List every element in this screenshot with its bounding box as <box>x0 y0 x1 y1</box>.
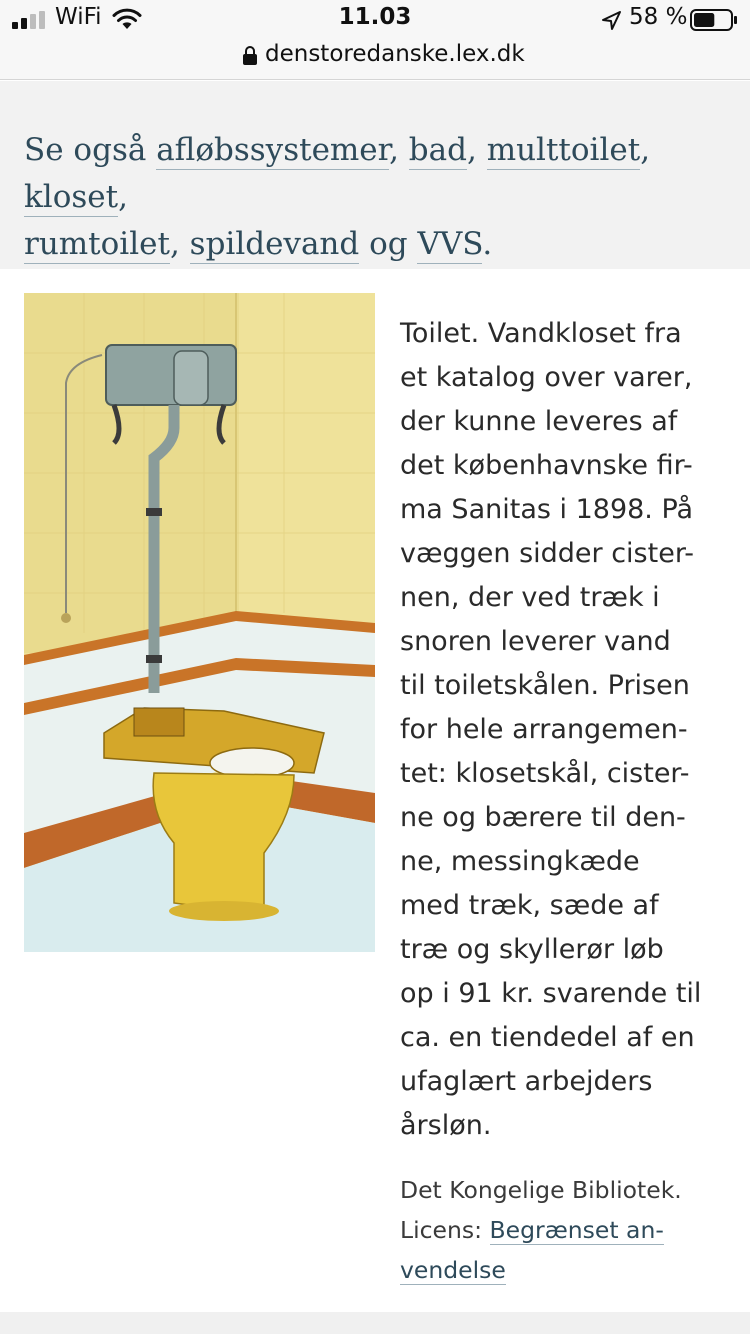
credit-source: Det Kongelige Bibliotek. <box>400 1176 682 1204</box>
url-text[interactable]: denstoredanske.lex.dk <box>265 41 525 67</box>
separator: , <box>466 132 487 168</box>
toilet-illustration[interactable] <box>24 293 375 952</box>
status-time: 11.03 <box>338 4 412 30</box>
caption-line: ne, messingkæde <box>400 846 640 877</box>
address-bar[interactable] <box>0 42 750 80</box>
caption-line: der kunne leveres af <box>400 406 678 437</box>
link-multtoilet[interactable]: multtoilet <box>486 132 641 168</box>
caption-line: ma Sanitas i 1898. På <box>400 494 694 525</box>
link-vvs[interactable]: VVS <box>417 226 483 262</box>
license-label: Licens: <box>400 1216 490 1244</box>
carrier-label: WiFi <box>55 4 102 30</box>
separator: , <box>118 179 128 215</box>
separator: og <box>359 226 418 262</box>
caption-line: væggen sidder cister- <box>400 538 694 569</box>
license-link[interactable]: Begrænset an- <box>489 1216 664 1244</box>
location-arrow-icon <box>600 10 622 32</box>
separator: , <box>389 132 409 168</box>
caption-line: træ og skyllerør løb <box>400 934 664 965</box>
caption-line: for hele arrangemen- <box>400 714 688 745</box>
link-rumtoilet[interactable]: rumtoilet <box>24 226 170 262</box>
link-kloset[interactable]: kloset <box>24 179 119 215</box>
license-link-continued[interactable]: vendelse <box>400 1256 506 1284</box>
caption-line: Toilet. Vandkloset fra <box>400 318 682 349</box>
caption-line: ufaglært arbejders <box>400 1066 653 1097</box>
battery-percent: 58 % <box>629 4 688 30</box>
link-afloebssystemer[interactable]: afløbssystemer <box>156 132 390 168</box>
caption-line: til toiletskålen. Prisen <box>400 670 690 701</box>
figure-caption <box>400 312 740 1148</box>
section-divider <box>0 1312 750 1334</box>
license-line <box>400 1250 740 1290</box>
caption-line: det københavnske fir- <box>400 450 693 481</box>
caption-line: snoren leverer vand <box>400 626 671 657</box>
caption-line: ca. en tiendedel af en <box>400 1022 695 1053</box>
caption-line: et katalog over varer, <box>400 362 693 393</box>
see-also-prefix: Se også <box>24 132 157 168</box>
separator: , <box>169 226 190 262</box>
caption-line: tet: klosetskål, cister- <box>400 758 690 789</box>
caption-line: ne og bærere til den- <box>400 802 686 833</box>
see-also-text <box>24 127 734 268</box>
caption-line: nen, der ved træk i <box>400 582 660 613</box>
status-bar <box>0 0 750 42</box>
caption-line: årsløn. <box>400 1110 492 1141</box>
separator: , <box>640 132 651 168</box>
image-credit <box>400 1170 740 1290</box>
license-line <box>400 1210 740 1250</box>
link-spildevand[interactable]: spildevand <box>189 226 360 262</box>
battery-icon <box>690 9 738 31</box>
caption-line: med træk, sæde af <box>400 890 659 921</box>
lock-icon <box>242 45 258 67</box>
caption-line: op i 91 kr. svarende til <box>400 978 702 1009</box>
separator: . <box>482 226 493 262</box>
link-bad[interactable]: bad <box>408 132 467 168</box>
see-also-section <box>0 81 750 269</box>
